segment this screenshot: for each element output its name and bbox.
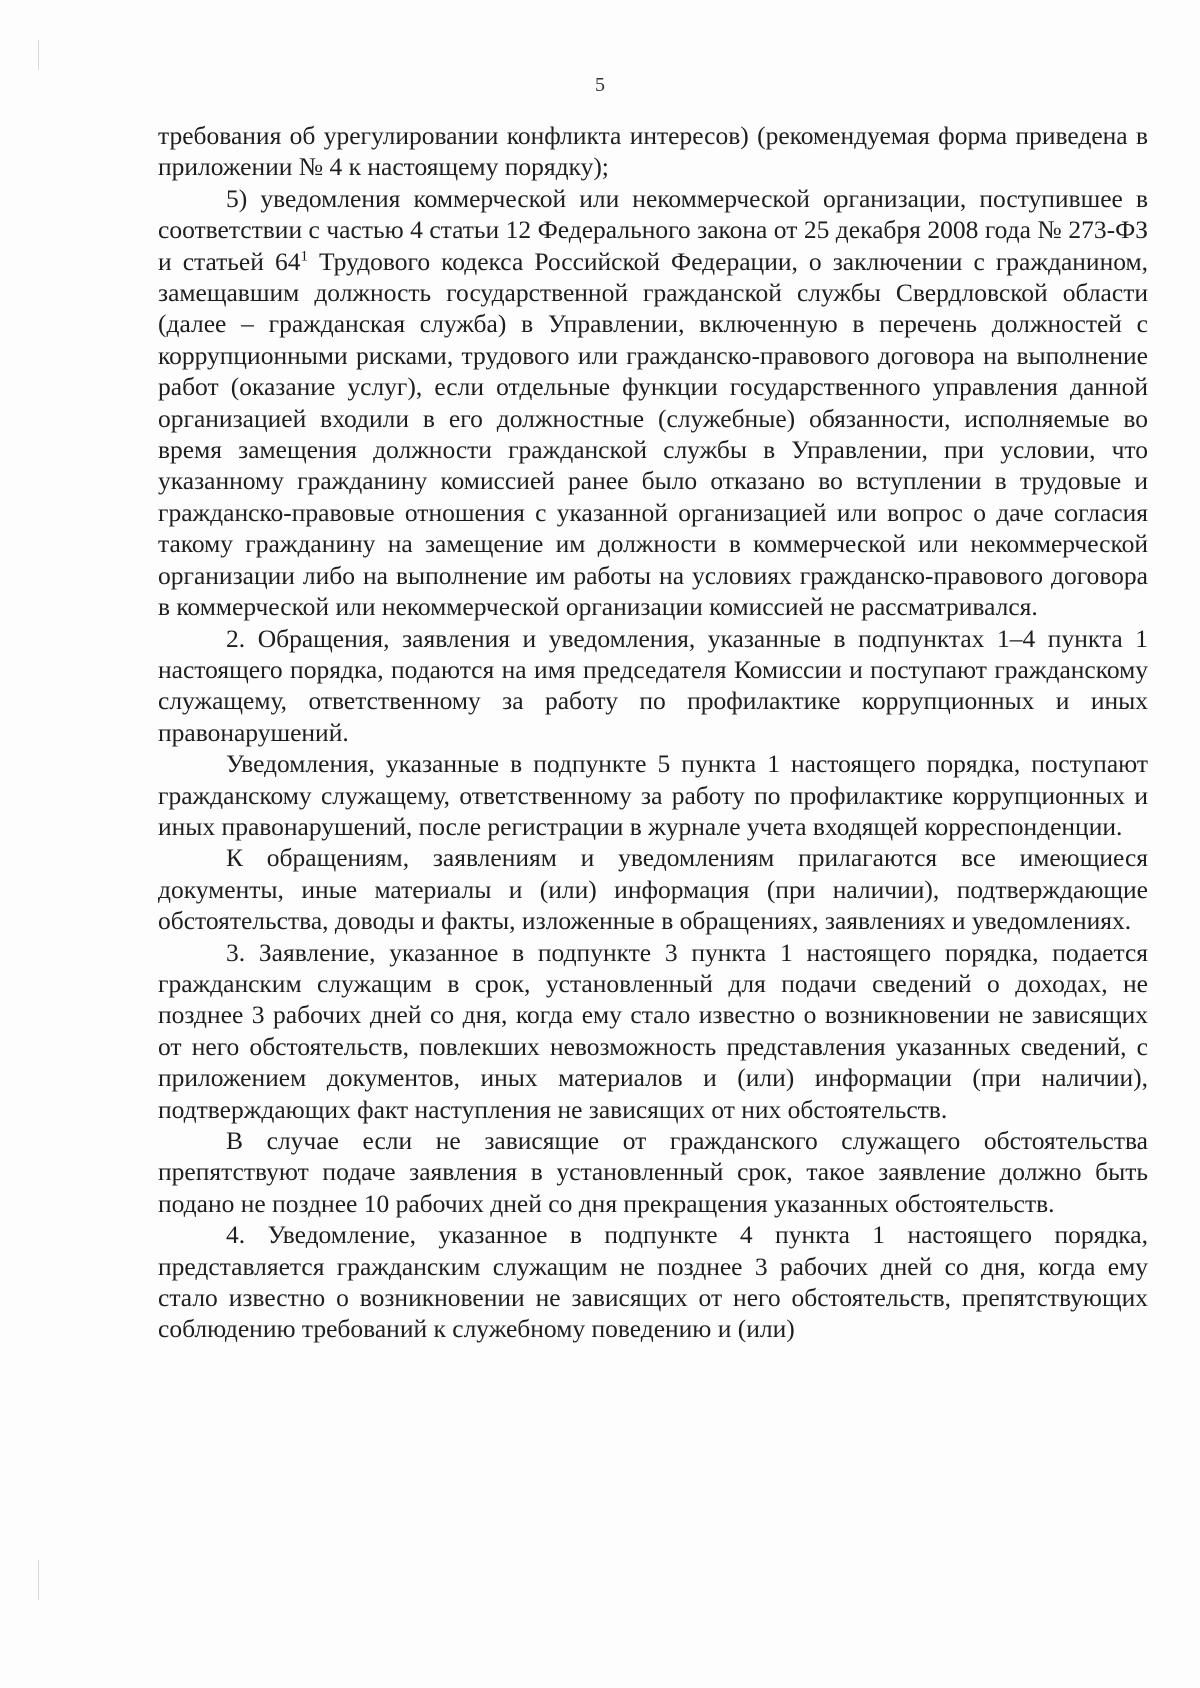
paragraph: 2. Обращения, заявления и уведомления, указанные в подпунктах 1–4 пункта 1 настоящего порядка, подаются на имя председателя Комиссии и поступают гражданскому служащему, ответственному за работу по профилактике коррупционных и иных правонарушений.	[158, 623, 1148, 747]
paragraph: 3. Заявление, указанное в подпункте 3 пункта 1 настоящего порядка, подается гражданским служащим в срок, установленный для подачи сведений о доходах, не позднее 3 рабочих дней со дня, когда ему стало известно о возникновении не зависящих от него обстоятельств, повлекших невозможность представления указанных сведений, с приложением документов, иных материалов и (или) информации (при наличии), подтверждающих факт наступления не зависящих от них обстоятельств.	[158, 937, 1148, 1124]
paragraph-text: 5) уведомления коммерческой или некоммерческой организации, поступившее в соответствии с частью 4 статьи 12 Федерального закона от 25 декабря 2008 года № 273-ФЗ и статьей 64	[158, 183, 1148, 276]
page-number: 5	[595, 74, 605, 96]
paragraph-text: Трудового кодекса Российской Федерации, о заключении с гражданином, замещавшим должность государственной гражданской службы Свердловской области (далее – гражданская служба) в Управлении, включенную в перечень должностей с коррупционными рисками, трудового или гражданско-правового договора на выполнение работ (оказание услуг), если отдельные функции государственного управления данной организацией входили в его должностные (служебные) обязанности, исполняемые во время замещения должности гражданской службы в Управлении, при условии, что указанному гражданину комиссией ранее было отказано во вступлении в трудовые и гражданско-правовые отношения с указанной организацией или вопрос о даче согласия такому гражданину на замещение им должности в коммерческой или некоммерческой организации либо на выполнение им работы на условиях гражданско-правового договора в коммерческой или некоммерческой организации комиссией не рассматривался.	[158, 246, 1148, 622]
paragraph	[158, 183, 1148, 623]
paragraph: 4. Уведомление, указанное в подпункте 4 пункта 1 настоящего порядка, представляется гражданским служащим не позднее 3 рабочих дней со дня, когда ему стало известно о возникновении не зависящих от него обстоятельств, препятствующих соблюдению требований к служебному поведению и (или)	[158, 1220, 1148, 1344]
superscript: 1	[300, 248, 308, 265]
scan-edge-mark	[38, 1560, 39, 1600]
paragraph: В случае если не зависящие от гражданского служащего обстоятельства препятствуют подаче заявления в установленный срок, такое заявление должно быть подано не позднее 10 рабочих дней со дня прекращения указанных обстоятельств.	[158, 1126, 1148, 1218]
paragraph: К обращениям, заявлениям и уведомлениям прилагаются все имеющиеся документы, иные материалы и (или) информация (при наличии), подтверждающие обстоятельства, доводы и факты, изложенные в обращениях, заявлениях и уведомлениях.	[158, 843, 1148, 936]
paragraph: требования об урегулировании конфликта интересов) (рекомендуемая форма приведена в приложении № 4 к настоящему порядку);	[158, 121, 1148, 182]
document-body	[158, 120, 1148, 1345]
paragraph: Уведомления, указанные в подпункте 5 пункта 1 настоящего порядка, поступают гражданскому служащему, ответственному за работу по профилактике коррупционных и иных правонарушений, после регистрации в журнале учета входящей корреспонденции.	[158, 749, 1148, 841]
scan-edge-mark	[38, 40, 39, 70]
